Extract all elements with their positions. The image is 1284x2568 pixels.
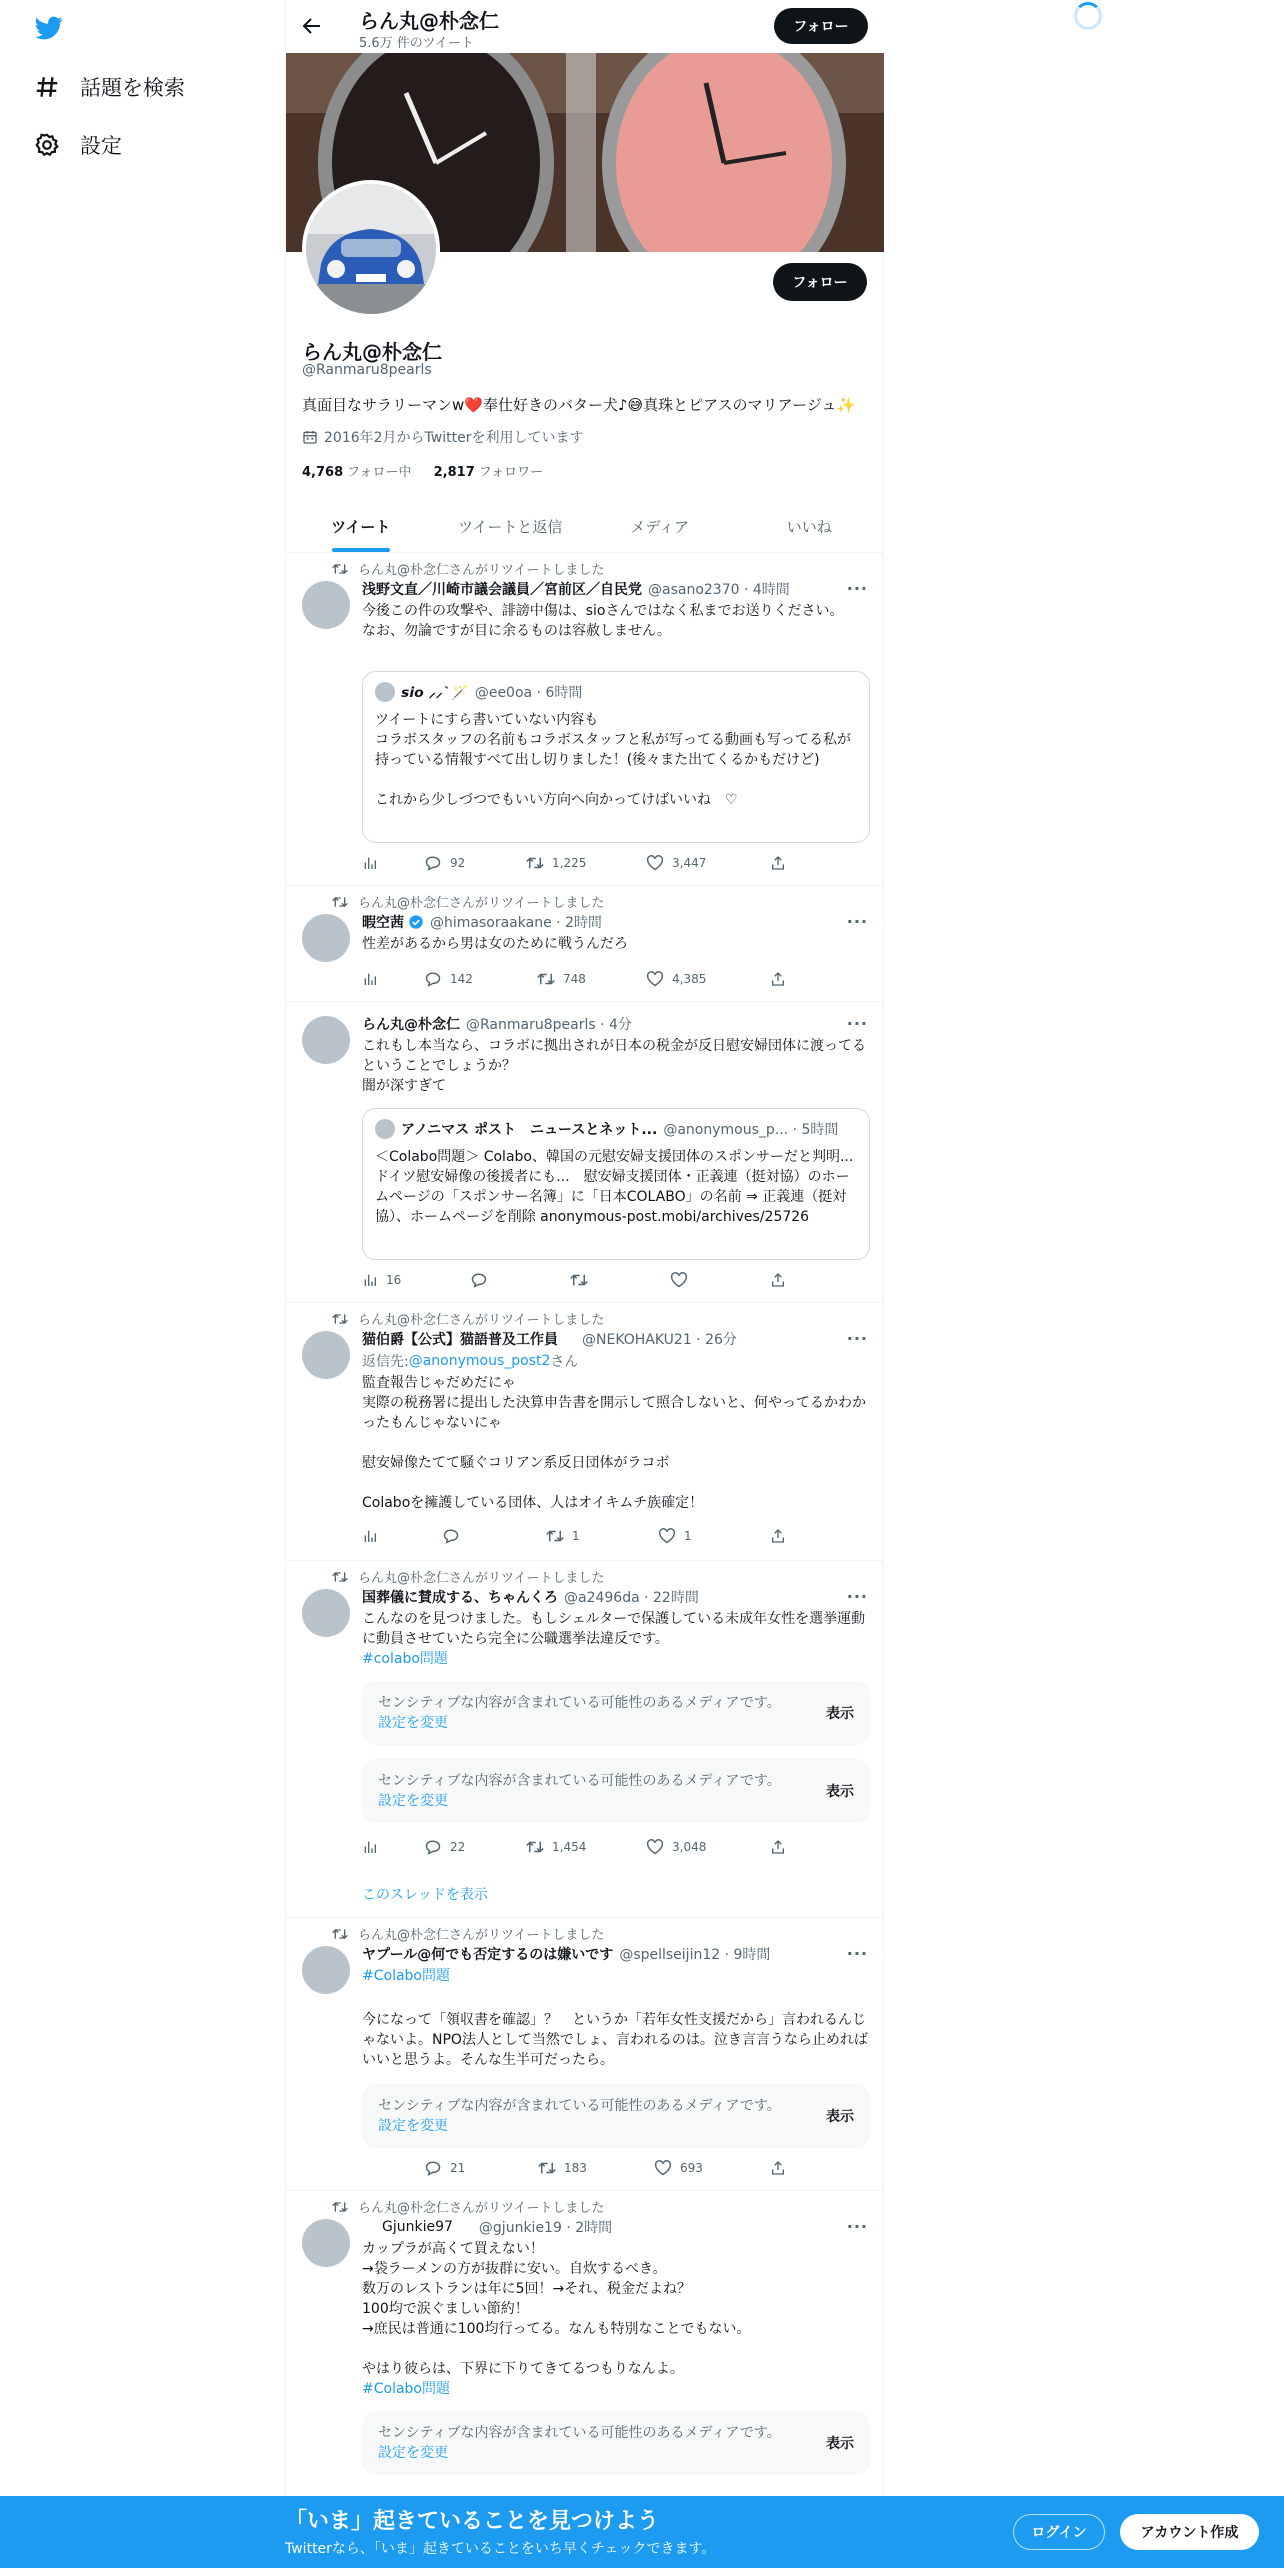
profile-column (285, 0, 884, 2568)
tweet-avatar[interactable] (302, 1946, 350, 1994)
reply-icon (424, 971, 442, 987)
joined-date: 2016年2月からTwitterを利用しています (324, 430, 584, 446)
analytics-icon (362, 1272, 378, 1288)
loading-spinner-icon (1074, 2, 1102, 30)
like-button[interactable] (658, 1528, 692, 1544)
analytics-icon (362, 1528, 378, 1544)
retweet-icon (538, 2160, 556, 2176)
tweet-author-meta[interactable]: @NEKOHAKU21 · 26分 (582, 1332, 737, 1348)
tweet-avatar[interactable] (302, 581, 350, 629)
back-arrow-icon[interactable] (300, 14, 324, 38)
quote-tweet[interactable] (362, 1108, 870, 1260)
retweet-label: らん丸@朴念仁さんがリツイートしました (358, 1928, 605, 1943)
reply-button[interactable] (442, 1528, 468, 1544)
tab-media[interactable]: メディア (630, 517, 690, 536)
more-options-icon[interactable]: ··· (846, 2217, 868, 2236)
follow-button[interactable]: フォロー (773, 263, 867, 301)
profile-name: らん丸@朴念仁 (302, 340, 442, 364)
retweet-label: らん丸@朴念仁さんがリツイートしました (358, 2201, 605, 2216)
tweet-avatar[interactable] (302, 914, 350, 962)
tweet-item[interactable] (286, 1002, 884, 1303)
sensitive-media-warning (362, 2411, 870, 2475)
reply-icon (442, 1528, 460, 1544)
retweet-count: 1,454 (552, 1840, 587, 1854)
show-media-button[interactable]: 表示 (826, 2436, 854, 2452)
reply-button[interactable] (424, 2160, 465, 2176)
tweet-text: これもし本当なら、コラボに拠出されが日本の税金が反日慰安婦団体に渡ってるということでしょうか？ 闇が深すぎて (362, 1038, 866, 1094)
hashtag-link[interactable]: #Colabo問題 (362, 1968, 450, 1984)
quote-text: ツイートにすら書いていない内容も コラボスタッフの名前もコラボスタッフと私が写ってる動画も写ってる私が持っている情報すべて出し切りました！(後々また出てくるかもだけど) これから少しづつでもいい方向へ向かってけばいいね ♡ (375, 712, 851, 808)
share-icon (770, 2160, 786, 2176)
more-options-icon[interactable]: ··· (846, 1014, 868, 1033)
retweet-button[interactable] (570, 1272, 596, 1288)
retweet-indicator (332, 1567, 604, 1586)
tweet-actions (362, 1528, 782, 1548)
sensitive-text: センシティブな内容が含まれている可能性のあるメディアです。 (378, 2098, 781, 2114)
tweet-actions (362, 1272, 782, 1292)
tweet-text: カップラが高くて買えない！ →袋ラーメンの方が抜群に安い。自炊するべき。 数万のレストランは年に5回！→それ、税金だよね？ 100均で涙ぐましい節約！ →庶民は普通に100均行ってる。なんも特別なことでもない。 やはり彼らは、下界に下りてきてるつもりなんよ。 (362, 2241, 751, 2377)
analytics-button[interactable] (362, 971, 386, 987)
quote-avatar (375, 1119, 395, 1139)
profile-tabs (286, 500, 884, 553)
show-thread-link[interactable]: このスレッドを表示 (362, 1887, 488, 1903)
more-options-icon[interactable]: ··· (846, 1329, 868, 1348)
heart-icon (646, 971, 664, 987)
retweet-icon (570, 1272, 588, 1288)
tweet-header (362, 579, 790, 599)
tweet-header (362, 1944, 770, 1964)
profile-handle: @Ranmaru8pearls (302, 362, 432, 378)
profile-stats (302, 461, 543, 480)
like-button[interactable] (646, 855, 706, 871)
heart-icon (658, 1528, 676, 1544)
tweet-text: 今になって「領収書を確認」？ というか「若年女性支援だから」言われるんじゃないよ。NPO法人として当然でしょ、言われるのは。泣き言言うなら止めればいいと思うよ。そんな生半可だったら。 (362, 2012, 868, 2068)
tweet-author-name[interactable]: ヤプール@何でも否定するのは嫌いです (362, 1947, 614, 1963)
reply-button[interactable] (470, 1272, 496, 1288)
tweet-item[interactable] (286, 1918, 884, 2191)
hashtag-link[interactable]: #colabo問題 (362, 1651, 448, 1667)
retweet-count: 183 (564, 2161, 587, 2175)
tweet-author-meta[interactable]: @Ranmaru8pearls · 4分 (466, 1017, 632, 1033)
tweet-text: こんなのを見つけました。もしシェルターで保護している未成年女性を選挙運動に動員させていたら完全に公職選挙法違反です。 (362, 1611, 866, 1647)
gear-icon (34, 132, 60, 158)
reply-count: 22 (450, 1840, 466, 1854)
change-settings-link[interactable]: 設定を変更 (378, 1793, 448, 1809)
retweet-icon (537, 971, 555, 987)
hashtag-link[interactable]: #Colabo問題 (362, 2381, 450, 2397)
tweet-actions (362, 1839, 782, 1859)
reply-count: 92 (450, 856, 466, 870)
quote-author-name: アノニマス ポスト ニュースとネット... (401, 1122, 658, 1138)
retweet-icon (332, 1570, 348, 1584)
analytics-icon (362, 855, 378, 871)
followers-label: フォロワー (478, 465, 544, 480)
tweet-actions (362, 855, 782, 875)
change-settings-link[interactable]: 設定を変更 (378, 2445, 448, 2461)
quote-author-name: 𝙨𝙞𝙤 ⸝⸝ ͛ 🪄 (401, 684, 469, 701)
following-link[interactable] (302, 465, 411, 480)
reply-button[interactable] (424, 1839, 465, 1855)
tweet-author-name[interactable]: 国葬儀に賛成する、ちゃんくろ (362, 1590, 558, 1606)
tweet-author-name[interactable]: 猫伯爵【公式】猫語普及工作員 (362, 1332, 558, 1348)
tweet-author-meta[interactable]: @himasoraakane · 2時間 (430, 915, 602, 931)
nav-explore-label: 話題を検索 (80, 76, 185, 100)
calendar-icon (302, 429, 318, 445)
quote-header (375, 1119, 838, 1139)
header-tweet-count: 5.6万 件のツイート (359, 36, 474, 51)
share-icon (770, 971, 786, 987)
retweet-button[interactable] (538, 2160, 587, 2176)
following-count: 4,768 (302, 465, 344, 480)
more-options-icon[interactable]: ··· (846, 579, 868, 598)
tweet-text: 監査報告じゃだめだにゃ 実際の税務署に提出した決算申告書を開示して照合しないと、何やってるかわかったもんじゃないにゃ 慰安婦像たてて騒ぐコリアン系反日団体がラコボ Colaboを擁護している団体、人はオイキムチ族確定！ (362, 1375, 866, 1511)
reply-icon (424, 855, 442, 871)
quote-author-meta: @anonymous_p... · 5時間 (663, 1122, 839, 1138)
like-count: 693 (680, 2161, 703, 2175)
change-settings-link[interactable]: 設定を変更 (378, 2118, 448, 2134)
retweet-icon (332, 1312, 348, 1326)
nav-explore[interactable] (34, 72, 185, 102)
retweet-button[interactable] (526, 855, 586, 871)
tweet-item[interactable] (286, 1303, 884, 1561)
sensitive-text: センシティブな内容が含まれている可能性のあるメディアです。 (378, 1773, 781, 1789)
share-button[interactable] (770, 971, 794, 987)
tab-tweets[interactable]: ツイート (286, 500, 436, 552)
tweet-author-name[interactable]: らん丸@朴念仁 (362, 1017, 460, 1033)
sensitive-text: センシティブな内容が含まれている可能性のあるメディアです。 (378, 1695, 781, 1711)
sensitive-media-warning (362, 2084, 870, 2148)
reply-icon (470, 1272, 488, 1288)
heart-icon (670, 1272, 688, 1288)
show-media-button[interactable]: 表示 (826, 2109, 854, 2125)
retweet-icon (546, 1528, 564, 1544)
tab-likes[interactable]: いいね (786, 517, 832, 536)
profile-bio: 真面目なサラリーマンw❤️奉仕好きのバター犬♪😅真珠とピアスのマリアージュ✨ (302, 396, 856, 414)
analytics-icon (362, 1839, 378, 1855)
quote-text: ＜Colabo問題＞ Colabo、韓国の元慰安婦支援団体のスポンサーだと判明... ドイツ慰安婦像の後援者にも... 慰安婦支援団体・正義連（挺対協）のホームページの「スポンサー名簿」に「日本COLABO」の名前 ⇒ 正義連（挺対協）、ホームページを削除 anonymous-post.mobi/archives/25726 (375, 1149, 868, 1225)
more-options-icon[interactable]: ··· (846, 912, 868, 931)
reply-icon (424, 1839, 442, 1855)
retweet-button[interactable] (546, 1528, 580, 1544)
header-follow-button[interactable]: フォロー (774, 8, 868, 44)
profile-joined (302, 427, 583, 447)
retweet-indicator (332, 559, 604, 578)
sensitive-media-warning (362, 1681, 870, 1745)
retweet-icon (332, 2200, 348, 2214)
nav-settings-label: 設定 (80, 134, 122, 158)
heart-icon (654, 2160, 672, 2176)
quote-tweet[interactable] (362, 671, 870, 843)
tweet-header (362, 912, 602, 932)
share-button[interactable] (770, 2160, 794, 2176)
show-media-button[interactable]: 表示 (826, 1784, 854, 1800)
sensitive-text-wrap (378, 2423, 788, 2463)
heart-icon (646, 1839, 664, 1855)
tweet-text: 今後この件の攻撃や、誹謗中傷は、sioさんではなく私までお送りください。 なお、勿論ですが目に余るものは容赦しません。 (362, 603, 844, 639)
retweet-indicator (332, 2197, 604, 2216)
like-button[interactable] (654, 2160, 703, 2176)
tweet-item[interactable] (286, 1561, 884, 1918)
signup-banner (0, 2496, 1284, 2568)
nav-settings[interactable] (34, 130, 122, 160)
retweet-icon (332, 895, 348, 909)
like-button[interactable] (646, 1839, 706, 1855)
verified-badge-icon (408, 914, 424, 930)
header-name: らん丸@朴念仁 (359, 9, 499, 33)
tweet-author-meta[interactable]: @a2496da · 22時間 (564, 1590, 699, 1606)
reply-to-suffix: さん (550, 1354, 579, 1370)
tweet-header (382, 2217, 612, 2237)
reply-context (362, 1351, 578, 1371)
retweet-button[interactable] (537, 971, 586, 987)
followers-link[interactable] (434, 465, 543, 480)
tweet-item[interactable] (286, 886, 884, 1002)
reply-button[interactable] (424, 971, 473, 987)
like-count: 3,048 (672, 1840, 707, 1854)
quote-author-meta: @ee0oa · 6時間 (474, 685, 583, 701)
reply-count: 21 (450, 2161, 466, 2175)
analytics-icon (362, 971, 378, 987)
tweet-actions (362, 971, 782, 991)
retweet-count: 748 (563, 972, 586, 986)
sensitive-text-wrap (378, 2096, 788, 2136)
analytics-button[interactable] (362, 855, 386, 871)
like-count: 1 (684, 1529, 692, 1543)
signup-headline: 「いま」起きていることを見つけよう (285, 2509, 660, 2534)
reply-to-handle[interactable]: @anonymous_post2 (408, 1353, 551, 1369)
retweet-indicator (332, 892, 604, 911)
quote-header (375, 682, 582, 702)
like-count: 3,447 (672, 856, 707, 870)
view-count: 16 (386, 1273, 402, 1287)
tweet-avatar[interactable] (302, 2219, 350, 2267)
share-button[interactable] (770, 855, 794, 871)
tweet-avatar[interactable] (302, 1331, 350, 1379)
tweet-avatar[interactable] (302, 1589, 350, 1637)
retweet-icon (526, 855, 544, 871)
retweet-icon (332, 1927, 348, 1941)
retweet-label: らん丸@朴念仁さんがリツイートしました (358, 1313, 605, 1328)
more-options-icon[interactable]: ··· (846, 1944, 868, 1963)
share-button[interactable] (770, 1839, 794, 1855)
share-button[interactable] (770, 1272, 794, 1288)
retweet-count: 1,225 (552, 856, 587, 870)
share-icon (770, 1272, 786, 1288)
following-label: フォロー中 (347, 465, 412, 480)
followers-count: 2,817 (433, 465, 475, 480)
share-icon (770, 1528, 786, 1544)
like-button[interactable] (670, 1272, 696, 1288)
twitter-logo-icon[interactable] (34, 14, 64, 42)
tweet-header (362, 1587, 699, 1607)
tweet-author-meta[interactable]: @spellseijin12 · 9時間 (619, 1947, 771, 1963)
retweet-icon (332, 562, 348, 576)
tweet-header (362, 1329, 737, 1349)
tweet-actions (362, 2160, 782, 2180)
tweet-author-name[interactable]: Gjunkie97 (382, 2219, 453, 2235)
profile-avatar[interactable] (302, 180, 440, 318)
reply-button[interactable] (424, 855, 465, 871)
analytics-button[interactable] (362, 1839, 386, 1855)
retweet-label: らん丸@朴念仁さんがリツイートしました (358, 1571, 605, 1586)
hashtag-icon (34, 74, 60, 100)
quote-avatar (375, 682, 395, 702)
change-settings-link[interactable]: 設定を変更 (378, 1715, 448, 1731)
analytics-button[interactable] (362, 1528, 386, 1544)
sensitive-media-warning (362, 1759, 870, 1823)
signup-subtext: Twitterなら、「いま」起きていることをいち早くチェックできます。 (285, 2541, 716, 2557)
more-options-icon[interactable]: ··· (846, 1587, 868, 1606)
heart-icon (646, 855, 664, 871)
sensitive-text: センシティブな内容が含まれている可能性のあるメディアです。 (378, 2425, 781, 2441)
tweet-author-meta[interactable]: @gjunkie19 · 2時間 (478, 2220, 613, 2236)
share-button[interactable] (770, 1528, 794, 1544)
profile-header-bar (286, 0, 884, 53)
like-count: 4,385 (672, 972, 707, 986)
tweet-author-meta[interactable]: @asano2370 · 4時間 (648, 582, 790, 598)
reply-icon (424, 2160, 442, 2176)
retweet-button[interactable] (526, 1839, 586, 1855)
share-icon (770, 1839, 786, 1855)
sensitive-text-wrap (378, 1771, 788, 1811)
retweet-label: らん丸@朴念仁さんがリツイートしました (358, 563, 605, 578)
reply-to-prefix: 返信先: (362, 1354, 409, 1370)
retweet-indicator (332, 1924, 604, 1943)
analytics-button[interactable] (362, 1272, 401, 1288)
tweet-header (362, 1014, 632, 1034)
retweet-indicator (332, 1309, 604, 1328)
tweet-avatar[interactable] (302, 1016, 350, 1064)
signup-button[interactable]: アカウント作成 (1120, 2514, 1259, 2550)
tweet-text: 性差があるから男は女のために戦うんだろ (362, 936, 628, 952)
retweet-count: 1 (572, 1529, 580, 1543)
sensitive-text-wrap (378, 1693, 788, 1733)
reply-count: 142 (450, 972, 473, 986)
tweet-author-name[interactable]: 浅野文直／川崎市議会議員／宮前区／自民党 (362, 582, 642, 598)
tab-tweets-replies[interactable]: ツイートと返信 (458, 517, 563, 536)
login-button[interactable]: ログイン (1013, 2514, 1105, 2550)
tweet-item[interactable] (286, 553, 884, 886)
like-button[interactable] (646, 971, 706, 987)
retweet-label: らん丸@朴念仁さんがリツイートしました (358, 896, 605, 911)
tweet-author-name[interactable]: 暇空茜 (362, 915, 404, 931)
show-media-button[interactable]: 表示 (826, 1706, 854, 1722)
share-icon (770, 855, 786, 871)
retweet-icon (526, 1839, 544, 1855)
car-avatar-graphic (306, 184, 436, 314)
